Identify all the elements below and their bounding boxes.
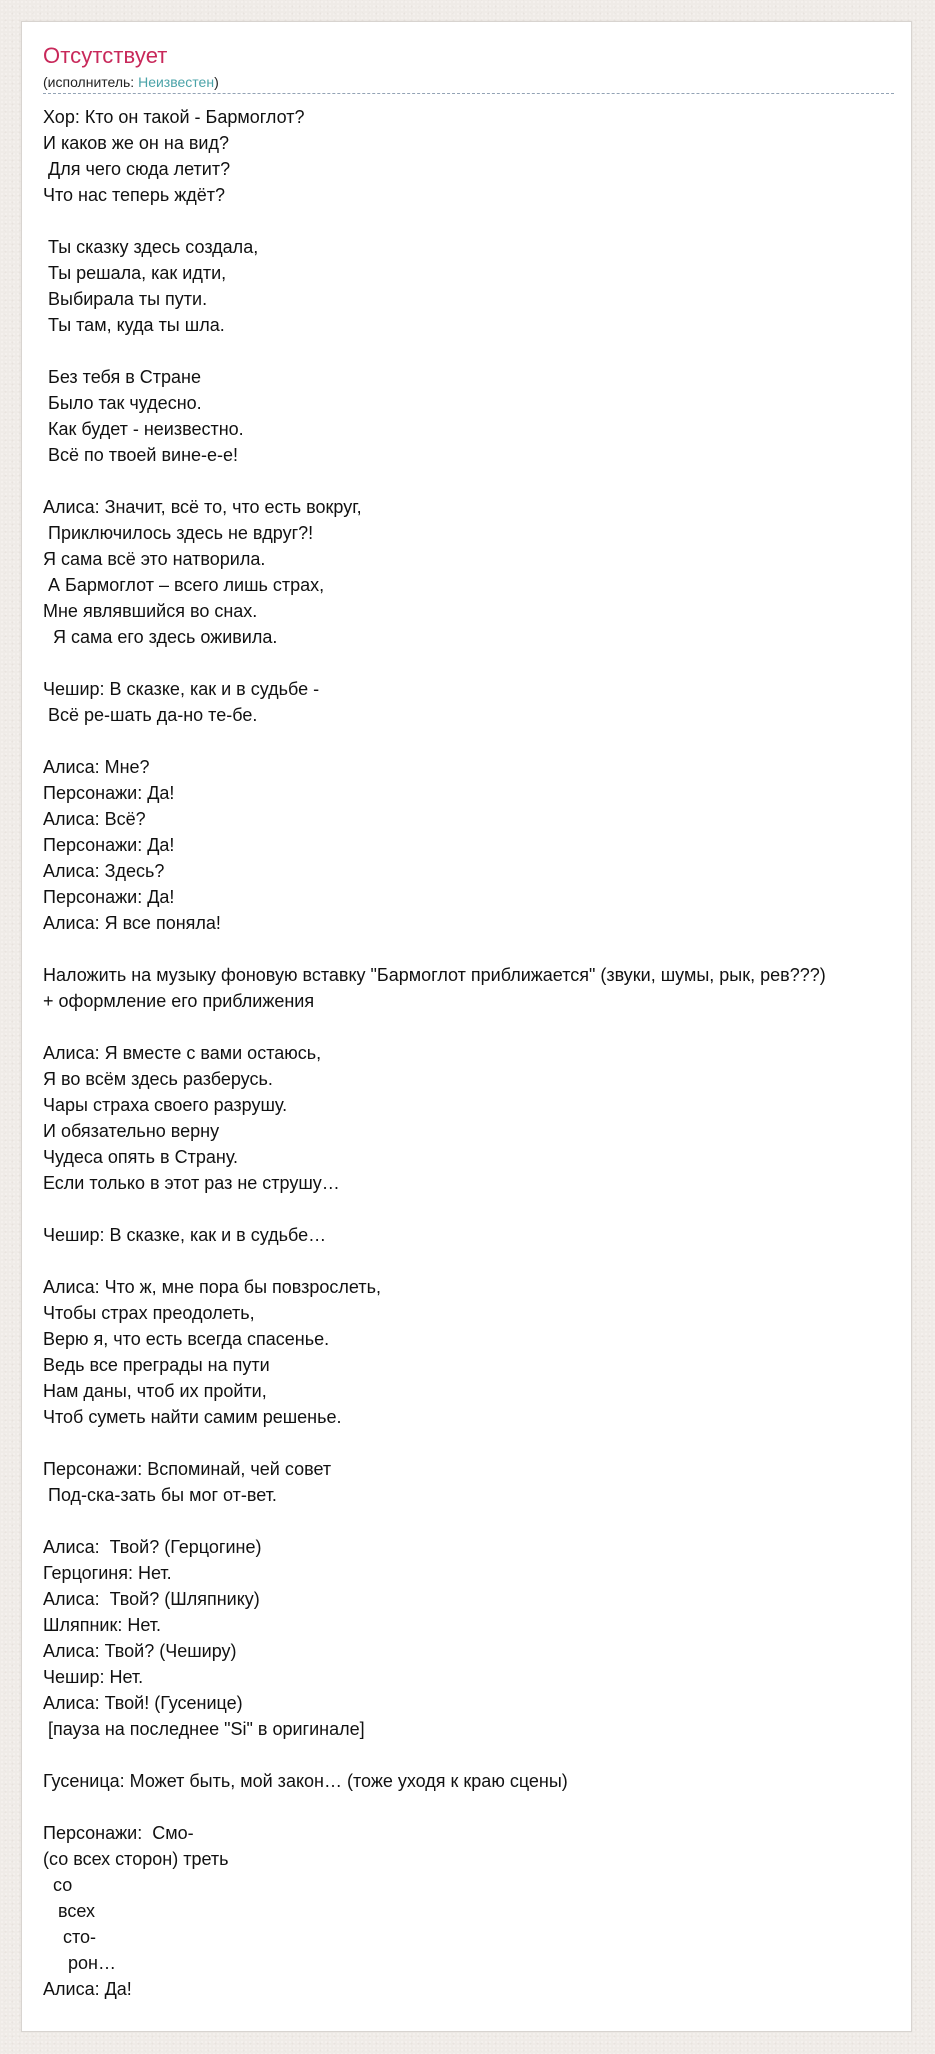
lyric-line: рон… bbox=[43, 1953, 116, 1973]
lyric-line: Чешир: В сказке, как и в судьбе - bbox=[43, 679, 320, 699]
lyric-line bbox=[43, 936, 826, 962]
lyric-line: Я сама всё это натворила. bbox=[43, 549, 266, 569]
lyric-line: Мне являвшийся во снах. bbox=[43, 601, 258, 621]
lyric-line bbox=[43, 728, 826, 754]
lyric-line: Если только в этот раз не струшу… bbox=[43, 1173, 340, 1193]
song-panel bbox=[21, 21, 912, 2032]
lyric-line bbox=[43, 468, 826, 494]
lyric-line: Для чего сюда летит? bbox=[43, 159, 231, 179]
lyric-line: Чтоб суметь найти самим решенье. bbox=[43, 1407, 342, 1427]
lyric-line: Ведь все преграды на пути bbox=[43, 1355, 270, 1375]
lyric-line: Всё ре-шать да-но те-бе. bbox=[43, 705, 258, 725]
lyric-line: Алиса: Что ж, мне пора бы повзрослеть, bbox=[43, 1277, 381, 1297]
lyric-line: Алиса: Твой? (Герцогине) bbox=[43, 1537, 262, 1557]
lyric-line: Ты там, куда ты шла. bbox=[43, 315, 225, 335]
lyric-line: Алиса: Всё? bbox=[43, 809, 146, 829]
lyric-line bbox=[43, 650, 826, 676]
lyric-line: Верю я, что есть всегда спасенье. bbox=[43, 1329, 330, 1349]
lyric-line: Как будет - неизвестно. bbox=[43, 419, 244, 439]
lyric-line: И каков же он на вид? bbox=[43, 133, 229, 153]
lyric-line: Без тебя в Стране bbox=[43, 367, 201, 387]
lyric-line: Нам даны, чтоб их пройти, bbox=[43, 1381, 267, 1401]
lyric-line bbox=[43, 1430, 826, 1456]
lyric-line: + оформление его приближения bbox=[43, 991, 315, 1011]
lyric-line: Чешир: Нет. bbox=[43, 1667, 144, 1687]
lyric-line: Под-ска-зать бы мог от-вет. bbox=[43, 1485, 277, 1505]
lyric-line: Чешир: В сказке, как и в судьбе… bbox=[43, 1225, 327, 1245]
lyric-line: Было так чудесно. bbox=[43, 393, 202, 413]
lyric-line: Ты сказку здесь создала, bbox=[43, 237, 259, 257]
lyric-line: Гусеница: Может быть, мой закон… (тоже уходя к краю сцены) bbox=[43, 1771, 568, 1791]
lyric-line bbox=[43, 1742, 826, 1768]
lyrics-text bbox=[43, 104, 826, 2002]
lyric-line: Приключилось здесь не вдруг?! bbox=[43, 523, 314, 543]
lyric-line: [пауза на последнее "Si" в оригинале] bbox=[43, 1719, 365, 1739]
lyric-line: Ты решала, как идти, bbox=[43, 263, 227, 283]
lyric-line bbox=[43, 1508, 826, 1534]
lyric-line bbox=[43, 208, 826, 234]
lyric-line: всех bbox=[43, 1901, 95, 1921]
lyric-line: Хор: Кто он такой - Бармоглот? bbox=[43, 107, 305, 127]
lyric-line: Я сама его здесь оживила. bbox=[43, 627, 278, 647]
lyric-line: Чудеса опять в Страну. bbox=[43, 1147, 239, 1167]
lyric-line: Алиса: Твой? (Чеширу) bbox=[43, 1641, 237, 1661]
lyric-line: А Бармоглот – всего лишь страх, bbox=[43, 575, 325, 595]
lyric-line: Алиса: Мне? bbox=[43, 757, 150, 777]
header-divider bbox=[43, 93, 894, 94]
lyric-line: Алиса: Твой! (Гусенице) bbox=[43, 1693, 243, 1713]
lyric-line: сто- bbox=[43, 1927, 97, 1947]
lyric-line: (со всех сторон) треть bbox=[43, 1849, 229, 1869]
lyric-line: Персонажи: Да! bbox=[43, 783, 175, 803]
lyric-line: Шляпник: Нет. bbox=[43, 1615, 162, 1635]
lyric-line: Алиса: Я вместе с вами остаюсь, bbox=[43, 1043, 322, 1063]
lyric-line: И обязательно верну bbox=[43, 1121, 220, 1141]
lyric-line: Выбирала ты пути. bbox=[43, 289, 208, 309]
lyric-line bbox=[43, 1248, 826, 1274]
lyric-line: Чтобы страх преодолеть, bbox=[43, 1303, 255, 1323]
lyric-line: Алиса: Значит, всё то, что есть вокруг, bbox=[43, 497, 362, 517]
lyric-line: Я во всём здесь разберусь. bbox=[43, 1069, 273, 1089]
song-title: Отсутствует bbox=[43, 43, 168, 68]
lyric-line: Алиса: Я все поняла! bbox=[43, 913, 221, 933]
lyric-line: Персонажи: Вспоминай, чей совет bbox=[43, 1459, 332, 1479]
lyric-line: Персонажи: Да! bbox=[43, 835, 175, 855]
lyric-line: Герцогиня: Нет. bbox=[43, 1563, 172, 1583]
lyric-line: со bbox=[43, 1875, 73, 1895]
lyric-line: Алиса: Здесь? bbox=[43, 861, 165, 881]
lyric-line: Алиса: Да! bbox=[43, 1979, 132, 1999]
lyric-line bbox=[43, 1794, 826, 1820]
lyric-line: Наложить на музыку фоновую вставку "Бармоглот приближается" (звуки, шумы, рык, рев???) bbox=[43, 965, 826, 985]
lyric-line bbox=[43, 1196, 826, 1222]
artist-suffix: ) bbox=[214, 74, 219, 90]
artist-label: (исполнитель: bbox=[43, 74, 139, 90]
lyric-line bbox=[43, 338, 826, 364]
artist-link[interactable]: Неизвестен bbox=[138, 74, 215, 90]
lyric-line: Персонажи: Смо- bbox=[43, 1823, 194, 1843]
artist-line bbox=[43, 73, 219, 91]
lyric-line: Персонажи: Да! bbox=[43, 887, 175, 907]
lyric-line: Алиса: Твой? (Шляпнику) bbox=[43, 1589, 260, 1609]
lyric-line: Что нас теперь ждёт? bbox=[43, 185, 226, 205]
lyric-line: Всё по твоей вине-е-е! bbox=[43, 445, 239, 465]
lyric-line: Чары страха своего разрушу. bbox=[43, 1095, 288, 1115]
lyric-line bbox=[43, 1014, 826, 1040]
